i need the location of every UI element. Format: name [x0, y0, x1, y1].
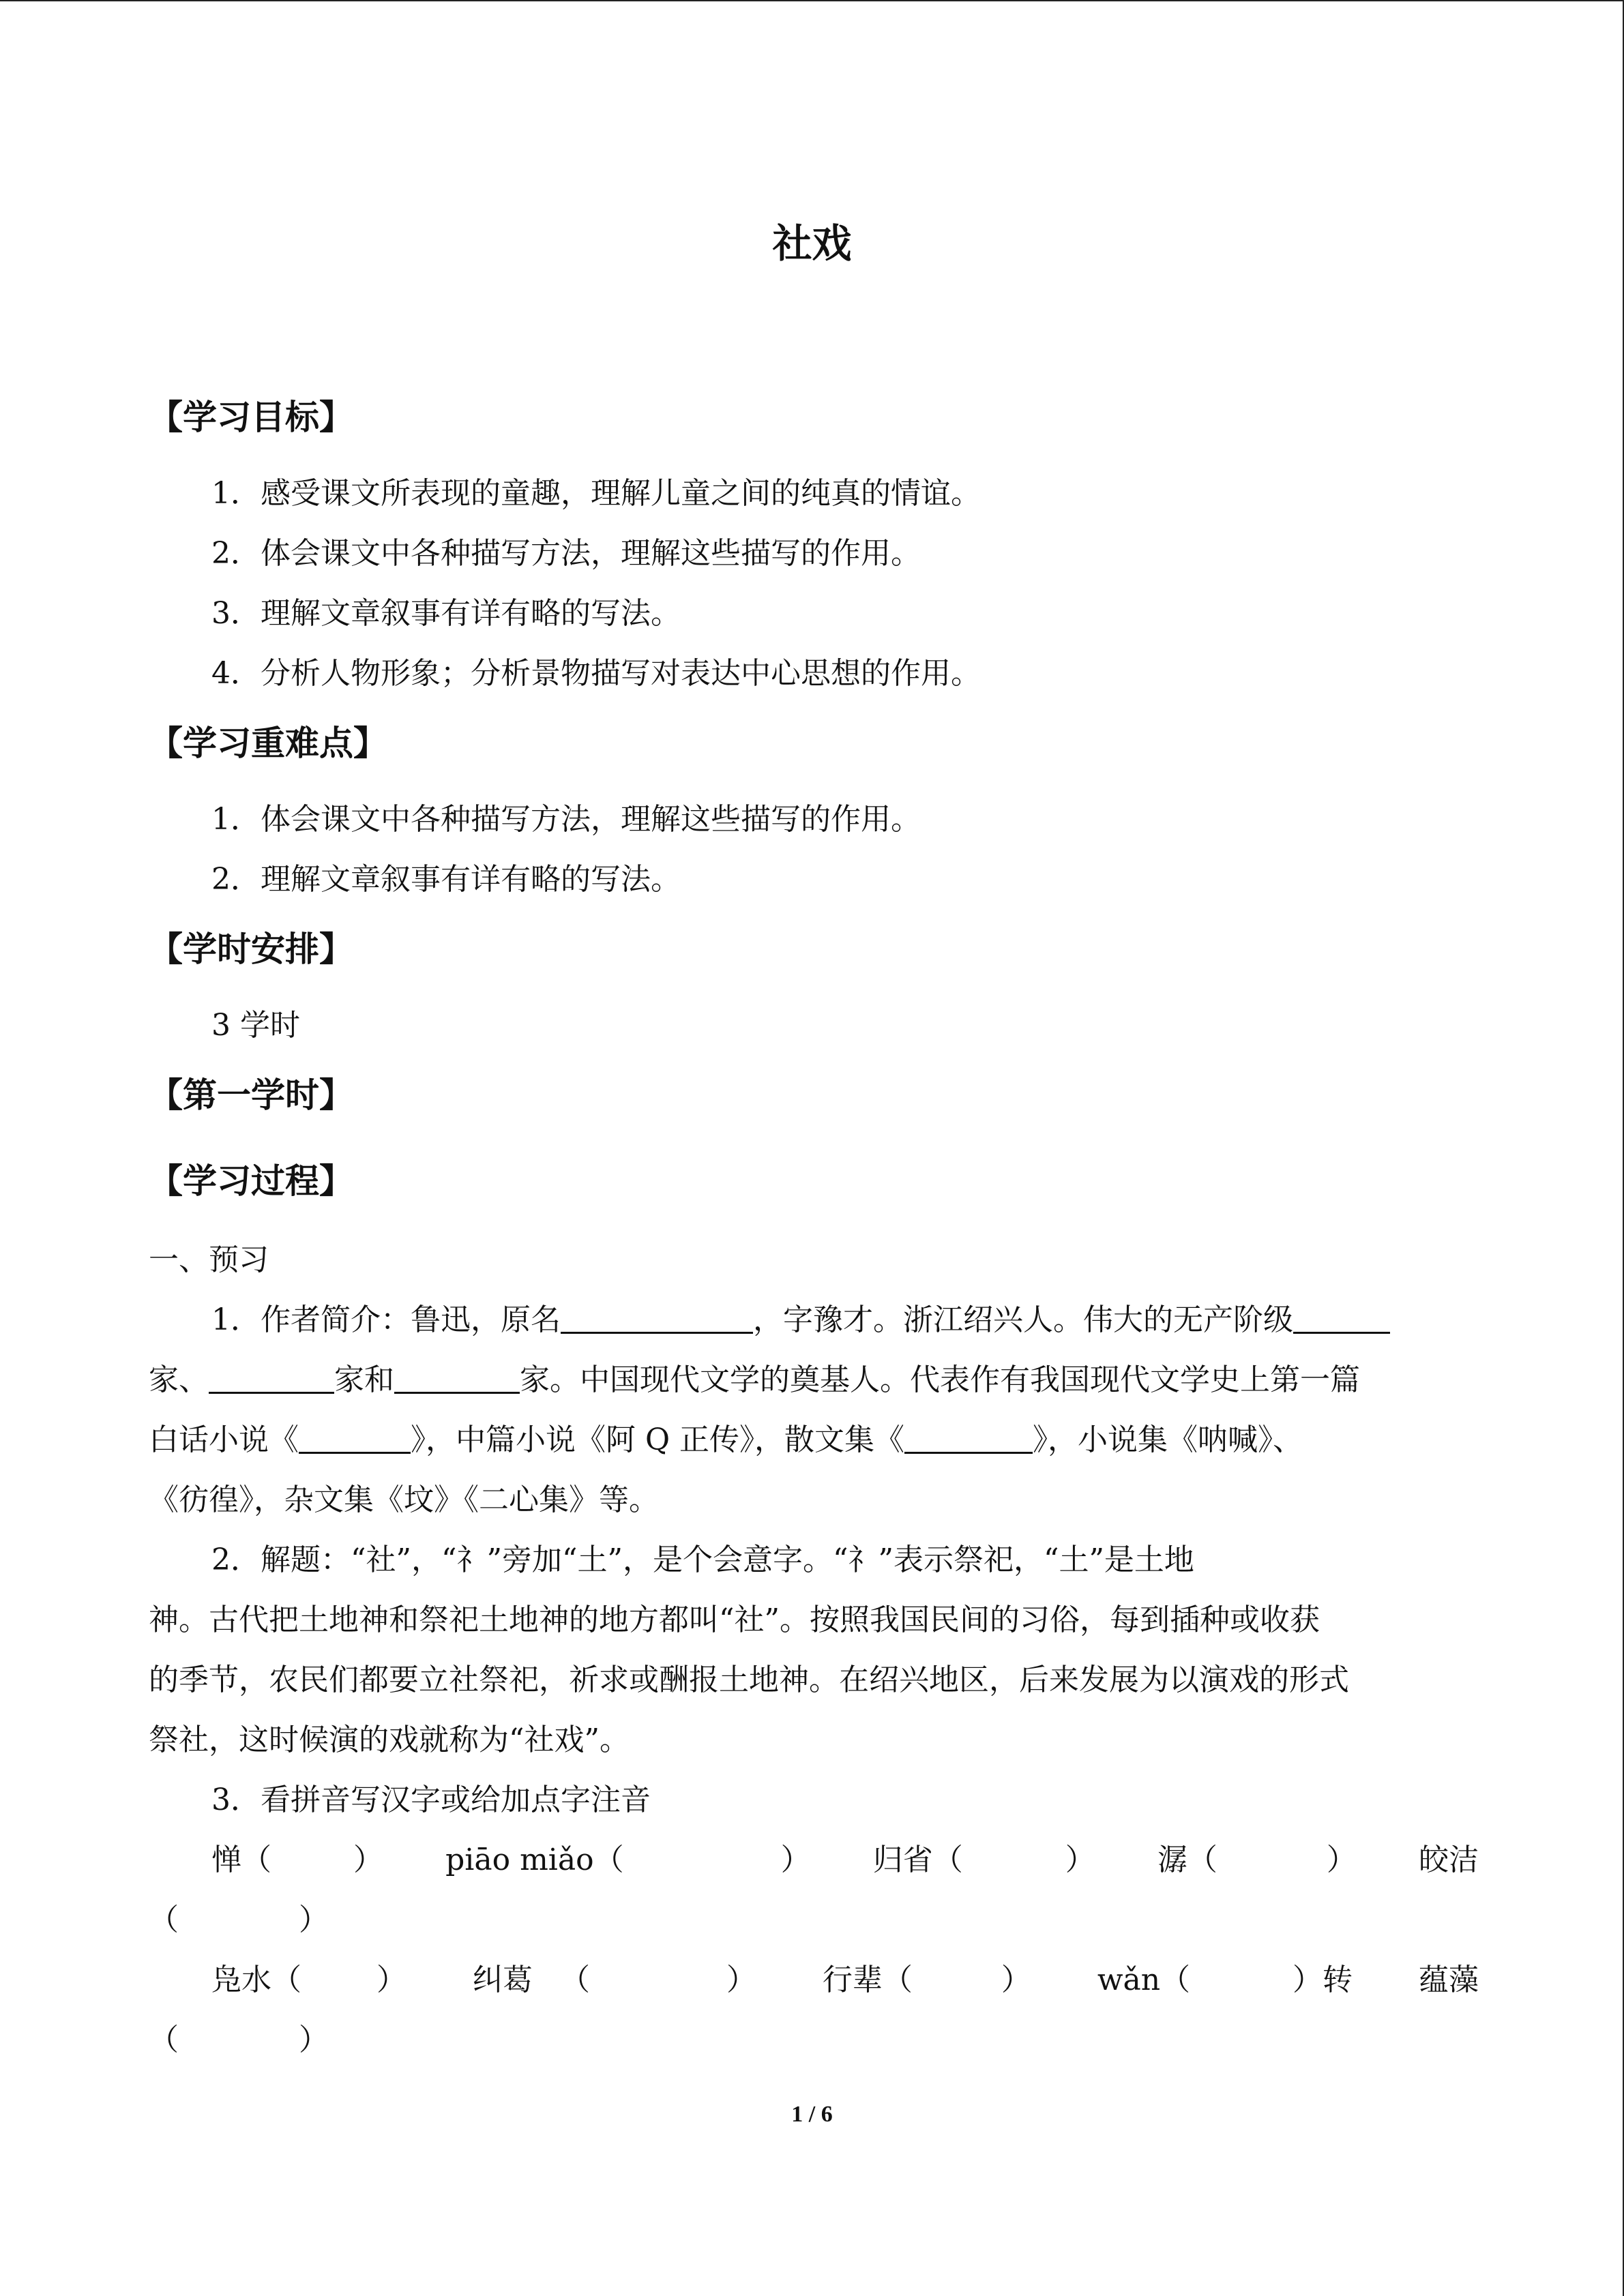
blank-role-2[interactable]	[209, 1362, 334, 1394]
q1-line-4: 《彷徨》，杂文集《坟》《二心集》等。	[149, 1482, 659, 1517]
q3-r2-item-5: 蕴藻	[1418, 1963, 1479, 1997]
heading-first-period: 【第一学时】	[149, 1075, 353, 1115]
blank-first-story[interactable]	[299, 1422, 411, 1454]
q3-row-1	[211, 1840, 1479, 1881]
q1-line-3	[149, 1420, 1303, 1461]
q1-text-e: 家。中国现代文学的奠基人。代表作有我国现代文学史上第一篇	[520, 1362, 1360, 1397]
q3-r2-item-1: 凫水（ ）	[211, 1963, 407, 1997]
heading-schedule: 【学时安排】	[149, 929, 353, 969]
q1-text-d: 家和	[334, 1362, 394, 1397]
q1-line-1	[211, 1300, 1390, 1341]
q1-text-c: 家、	[149, 1362, 209, 1397]
q3-row-2-cont: （ ）	[149, 2023, 329, 2057]
heading-goals: 【学习目标】	[149, 398, 353, 437]
blank-role-3[interactable]	[394, 1362, 520, 1394]
keypoint-item-2: 2．理解文章叙事有详有略的写法。	[211, 862, 681, 897]
heading-process: 【学习过程】	[149, 1161, 353, 1201]
q1-line-2	[149, 1360, 1360, 1401]
q3-r1-item-4: 潺（ ）	[1157, 1843, 1357, 1877]
q1-text-f: 白话小说《	[149, 1422, 299, 1457]
q3-r2-item-3: 行辈（ ）	[822, 1963, 1031, 1997]
q3-row-1-cont: （ ）	[149, 1903, 329, 1937]
q2-line-4: 祭社，这时候演的戏就称为“社戏”。	[149, 1723, 630, 1757]
blank-original-name[interactable]	[561, 1302, 753, 1334]
heading-keypoints: 【学习重难点】	[149, 724, 387, 763]
q3-r1-item-5: 皎洁	[1418, 1843, 1479, 1877]
q1-text-h: 》，小说集《呐喊》、	[1033, 1422, 1303, 1457]
q1-text-g: 》，中篇小说《阿 Q 正传》，散文集《	[411, 1422, 905, 1457]
goal-item-1: 1．感受课文所表现的童趣，理解儿童之间的纯真的情谊。	[211, 476, 981, 511]
q3-r2-item-4: wǎn（ ）转	[1097, 1963, 1353, 1997]
page-title: 社戏	[772, 220, 852, 267]
goal-item-4: 4．分析人物形象；分析景物描写对表达中心思想的作用。	[211, 656, 981, 691]
goal-item-3: 3．理解文章叙事有详有略的写法。	[211, 596, 681, 631]
q2-line-2: 神。古代把土地神和祭祀土地神的地方都叫“社”。按照我国民间的习俗，每到插种或收获	[149, 1602, 1320, 1637]
keypoint-item-1: 1．体会课文中各种描写方法，理解这些描写的作用。	[211, 802, 921, 837]
q3-row-2	[211, 1960, 1479, 2001]
preview-label: 一、预习	[149, 1242, 269, 1277]
q3-r1-item-3: 归省（ ）	[872, 1843, 1095, 1877]
q3-label: 3．看拼音写汉字或给加点字注音	[211, 1783, 651, 1817]
page-number: 1 / 6	[791, 2102, 833, 2127]
q3-r1-item-2: piāo miǎo（ ）	[445, 1843, 811, 1877]
blank-class-role-1[interactable]	[1293, 1302, 1390, 1334]
goal-item-2: 2．体会课文中各种描写方法，理解这些描写的作用。	[211, 536, 921, 571]
q2-line-3: 的季节，农民们都要立社祭祀，祈求或酬报土地神。在绍兴地区，后来发展为以演戏的形式	[149, 1663, 1349, 1697]
schedule-text: 3 学时	[211, 1008, 300, 1043]
q1-text-a: 1．作者简介：鲁迅，原名	[211, 1302, 561, 1337]
q2-line-1: 2．解题：“社”，“礻”旁加“土”，是个会意字。“礻”表示祭祀，“土”是土地	[211, 1542, 1194, 1577]
q3-r2-item-2: 纠葛 （ ）	[472, 1963, 756, 1997]
blank-prose-collection[interactable]	[904, 1422, 1033, 1454]
q3-r1-item-1: 惮（ ）	[211, 1843, 383, 1877]
q1-text-b: ，字豫才。浙江绍兴人。伟大的无产阶级	[753, 1302, 1293, 1337]
